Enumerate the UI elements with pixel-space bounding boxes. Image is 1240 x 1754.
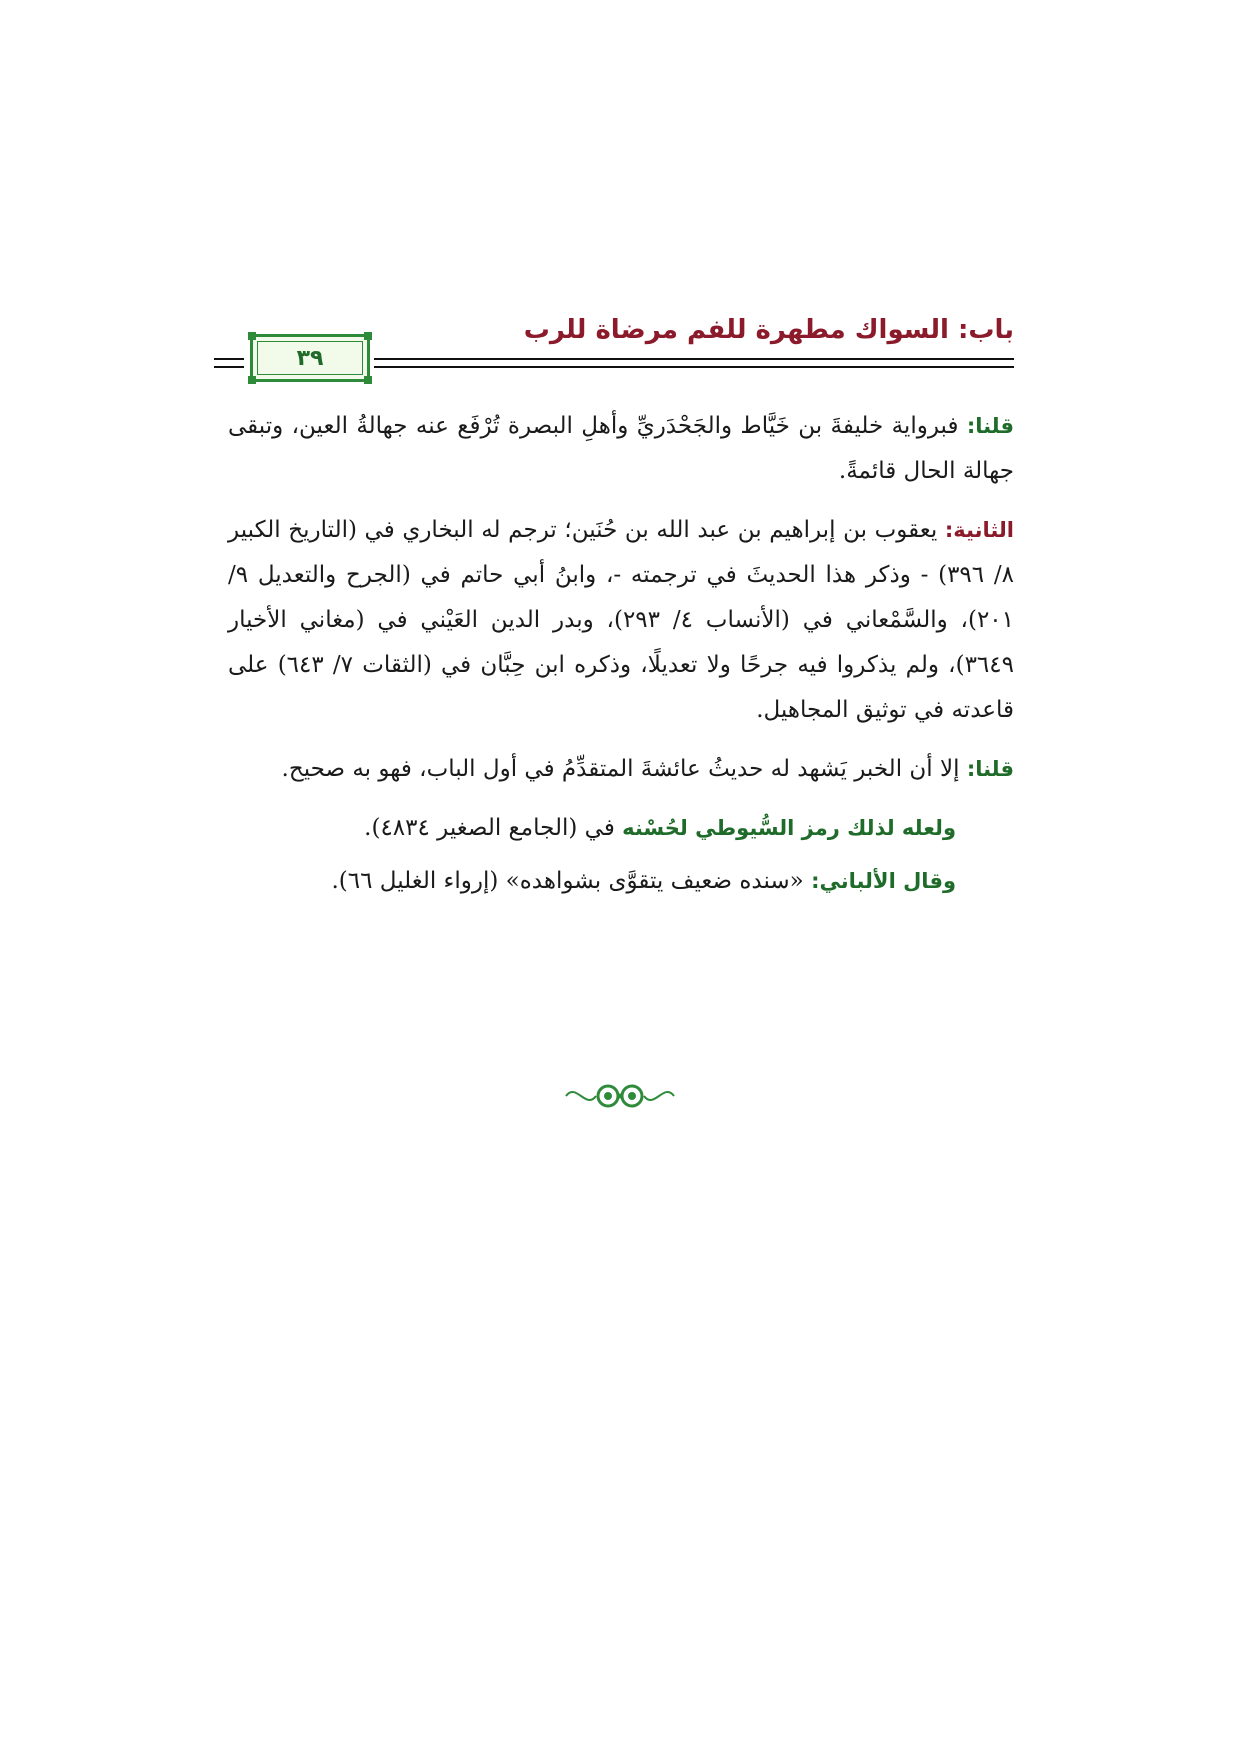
paragraph-lead: ولعله لذلك رمز السُّيوطي لحُسْنه xyxy=(622,816,956,840)
corner-ornament-icon xyxy=(364,376,372,384)
paragraph xyxy=(228,747,1014,792)
page-number: ٣٩ xyxy=(296,345,324,371)
paragraph-text: إلا أن الخبر يَشهد له حديثُ عائشةَ المتقدِّمُ في أول الباب، فهو به صحيح. xyxy=(281,756,967,782)
paragraph-lead: وقال الألباني: xyxy=(811,869,956,893)
header-rule-bottom xyxy=(374,366,1014,368)
paragraph-lead: قلنا: xyxy=(966,414,1014,438)
paragraph-lead: الثانية: xyxy=(944,518,1014,542)
floral-divider-icon xyxy=(560,1076,680,1116)
paragraph-lead: قلنا: xyxy=(966,757,1014,781)
header-rule-left-bottom xyxy=(214,366,244,368)
paragraph xyxy=(228,859,1014,904)
page-header xyxy=(214,310,1014,386)
corner-ornament-icon xyxy=(364,332,372,340)
paragraph xyxy=(228,508,1014,733)
paragraph-text: فبرواية خليفةَ بن خَيَّاط والجَحْدَريِّ وأهلِ البصرة تُرْفَع عنه جهالةُ العين، وتبقى جهالة الحال قائمةً. xyxy=(228,413,1014,484)
paragraph-text: «سنده ضعيف يتقوَّى بشواهده» (إرواء الغليل ٦٦). xyxy=(331,868,812,894)
corner-ornament-icon xyxy=(248,332,256,340)
chapter-title: باب: السواك مطهرة للفم مرضاة للرب xyxy=(523,315,1014,345)
page-body xyxy=(228,404,1014,912)
paragraph-text: يعقوب بن إبراهيم بن عبد الله بن حُنَين؛ ترجم له البخاري في (التاريخ الكبير ٨/ ٣٩٦) - وذكر هذا الحديثَ في ترجمته -، وابنُ أبي حاتم في (الجرح والتعديل ٩/ ٢٠١)، والسَّمْعاني في (الأنساب ٤/ ٢٩٣)، وبدر الدين العَيْني في (مغاني الأخيار ٣٦٤٩)، ولم يذكروا فيه جرحًا ولا تعديلًا، وذكره ابن حِبَّان في (الثقات ٧/ ٦٤٣) على قاعدته في توثيق المجاهيل. xyxy=(228,517,1014,723)
header-rule-top xyxy=(374,358,1014,360)
corner-ornament-icon xyxy=(248,376,256,384)
paragraph xyxy=(228,404,1014,494)
paragraph xyxy=(228,806,1014,851)
header-rule-left-top xyxy=(214,358,244,360)
paragraph-text: في (الجامع الصغير ٤٨٣٤). xyxy=(364,815,623,841)
ornate-frame-icon xyxy=(250,334,370,382)
